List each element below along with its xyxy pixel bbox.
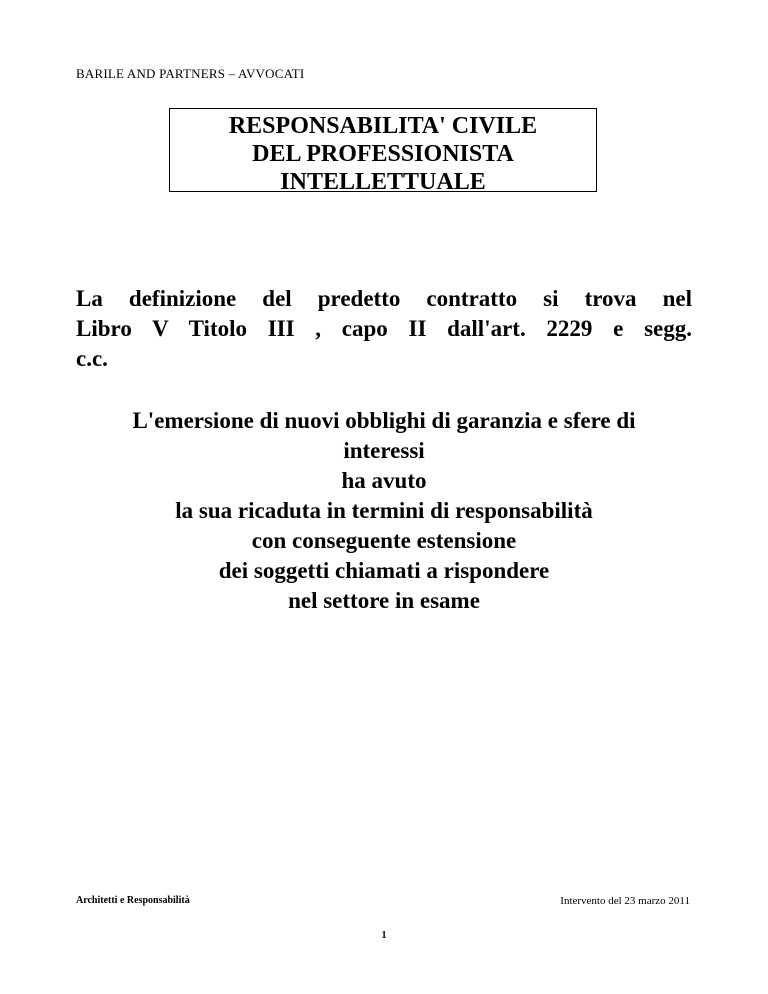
emergence-line-2: interessi	[343, 438, 425, 463]
emergence-line-1: L'emersione di nuovi obblighi di garanzia e sfere di	[132, 408, 636, 433]
page-number: 1	[381, 930, 387, 941]
emergence-line-3: ha avuto	[341, 468, 427, 493]
footer-right-text: Intervento del 23 marzo 2011	[560, 895, 690, 907]
title-line-1: RESPONSABILITA' CIVILE	[228, 113, 538, 139]
title-line-2: DEL PROFESSIONISTA	[252, 141, 514, 167]
emergence-line-6: dei soggetti chiamati a rispondere	[218, 558, 550, 583]
title-line-3: INTELLETTUALE	[280, 169, 486, 195]
definition-line-3: c.c.	[76, 346, 108, 371]
title-box	[169, 108, 597, 195]
emergence-line-5: con conseguente estensione	[251, 528, 517, 553]
definition-line-2: Libro V Titolo III , capo II dall'art. 2229 e segg.	[76, 316, 692, 341]
emergence-line-4: la sua ricaduta in termini di responsabilità	[175, 498, 593, 523]
emergence-line-7: nel settore in esame	[288, 588, 480, 613]
footer-left-text: Architetti e Responsabilità	[76, 895, 190, 906]
definition-paragraph	[76, 284, 692, 374]
firm-header: BARILE AND PARTNERS – AVVOCATI	[76, 66, 305, 81]
definition-line-1: La definizione del predetto contratto si trova nel	[76, 286, 692, 311]
emergence-paragraph	[70, 406, 698, 616]
